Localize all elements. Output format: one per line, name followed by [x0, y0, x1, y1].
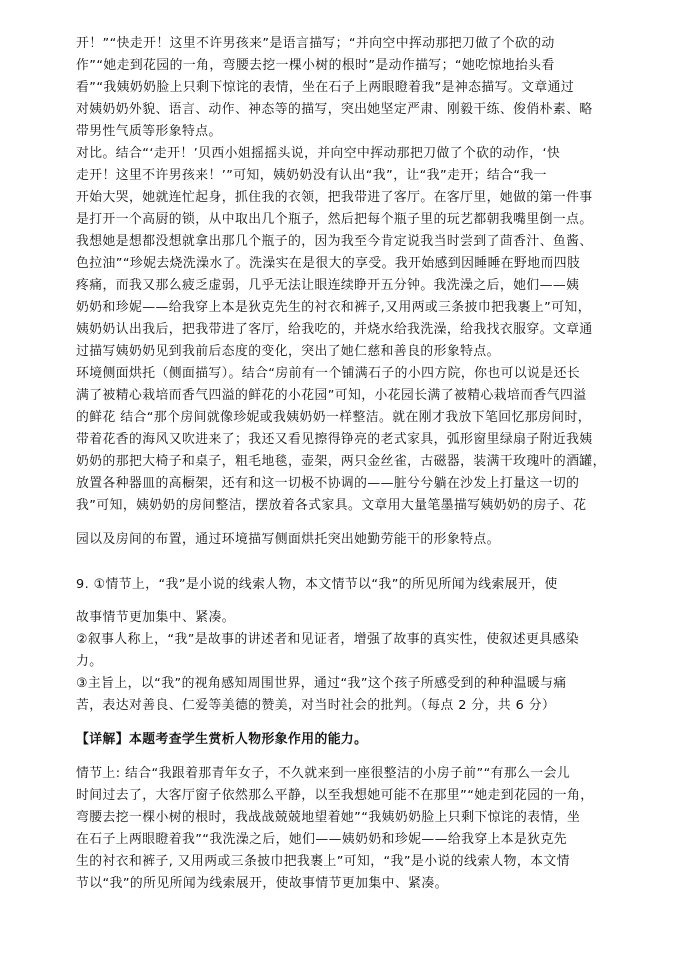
text-line: 是打开一个高厨的锁，从中取出几个瓶子，然后把每个瓶子里的玩艺都朝我嘴里倒一点。 — [76, 212, 593, 227]
text-line: 姨奶奶认出我后，把我带进了客厅，给我吃的，并烧水给我洗澡，给我找衣服穿。文章通 — [76, 322, 593, 337]
text-line: ②叙事人称上，“我”是故事的讲述者和见证者，增强了故事的真实性，使叙述更具感染 — [76, 632, 579, 647]
text-line: 放置各种器皿的高橱架，还有和这一切极不协调的——脏兮兮躺在沙发上打量这一切的 — [76, 476, 580, 491]
text-line: 走开！这里不许男孩来！’”可知，姨奶奶没有认出“我”，让“我”走开；结合“我一 — [76, 168, 547, 183]
text-line: 作”“她走到花园的一角，弯腰去挖一棵小树的根时”是动作描写；“她吃惊地抬头看 — [76, 58, 555, 73]
text-line: 看”“我姨奶奶脸上只剩下惊诧的表情，坐在石子上两眼瞪着我”是神态描写。文章通过 — [76, 80, 575, 95]
text-line: 我”可知，姨奶奶的房间整洁，摆放着各式家具。文章用大量笔墨描写姨奶奶的房子、花 — [76, 498, 587, 513]
text-line: 满了被精心栽培而香气四溢的鲜花的小花园”可知，小花园长满了被精心栽培而香气四溢 — [76, 388, 587, 403]
text-line: 开！”“快走开！这里不许男孩来”是语言描写；“并向空中挥动那把刀做了个砍的动 — [76, 36, 555, 51]
text-line: 故事情节更加集中、紧凑。 — [76, 610, 235, 625]
text-line: 我想她是想都没想就拿出那几个瓶子的，因为我至今肯定说我当时尝到了茴香汁、鱼酱、 — [76, 234, 593, 249]
text-line: 情节上: 结合“我跟着那青年女子，不久就来到一座很整洁的小房子前”“有那么一会儿 — [76, 766, 571, 781]
text-line: 弯腰去挖一棵小树的根时，我战战兢兢地望着她”“我姨奶奶脸上只剩下惊诧的表情，坐 — [76, 810, 581, 825]
text-line: 奶奶的那把大椅子和桌子，粗毛地毯，壶架，两只金丝雀，古磁器，装满干玫瑰叶的酒罐， — [76, 454, 606, 469]
text-line: 时间过去了，大客厅窗子依然那么平静，以至我想她可能不在那里”“她走到花园的一角， — [76, 788, 594, 803]
text-line: 开始大哭，她就连忙起身，抓住我的衣领，把我带进了客厅。在客厅里，她做的第一件事 — [76, 190, 593, 205]
text-line: 9. ①情节上，“我”是小说的线索人物，本文情节以“我”的所见所闻为线索展开，使 — [76, 577, 558, 592]
text-line: 色拉油”“珍妮去烧洗澡水了。洗澡实在是很大的享受。我开始感到因睡睡在野地而四肢 — [76, 256, 581, 271]
text-line: 对姨奶奶外貌、语言、动作、神态等的描写，突出她坚定严肃、刚毅干练、俊俏朴素、略 — [76, 102, 593, 117]
text-line: 园以及房间的布置，通过环境描写侧面烘托突出她勤劳能干的形象特点。 — [76, 532, 500, 547]
text-line: 疼痛，而我又那么疲乏虚弱，几乎无法让眼连续睁开五分钟。我洗澡之后，她们——姨 — [76, 278, 580, 293]
text-line: 节以“我”的所见所闻为线索展开，使故事情节更加集中、紧凑。 — [76, 876, 448, 891]
text-line: 力。 — [76, 654, 103, 669]
text-line: 带男性气质等形象特点。 — [76, 124, 222, 139]
text-line: 对比。结合“‘走开！’贝西小姐摇摇头说，并向空中挥动那把刀做了个砍的动作，‘快 — [76, 146, 561, 161]
text-line: 环境侧面烘托（侧面描写）。结合“房前有一个铺满石子的小四方院，你也可以说是还长 — [76, 366, 581, 381]
text-line: 过描写姨奶奶见到我前后态度的变化，突出了她仁慈和善良的形象特点。 — [76, 344, 500, 359]
text-line: 带着花香的海风又吹进来了；我还又看见擦得铮亮的老式家具，弧形窗里绿扇子附近我姨 — [76, 432, 593, 447]
text-line: 奶奶和珍妮——给我穿上本是狄克先生的衬衣和裤子,又用两或三条披巾把我裹上”可知， — [76, 300, 591, 315]
text-line: ③主旨上，以“我”的视角感知周围世界，通过“我”这个孩子所感受到的种种温暖与痛 — [76, 676, 567, 691]
text-line: 的鲜花 结合“那个房间就像珍妮或我姨奶奶一样整洁。就在刚才我放下笔回忆那房间时， — [76, 410, 591, 425]
text-line: 生的衬衣和裤子, 又用两或三条披巾把我裹上”可知，“我”是小说的线索人物，本文情 — [76, 854, 570, 869]
text-line: 苦，表达对善良、仁爱等美德的赞美，对当时社会的批判。（每点 2 分，共 6 分） — [76, 698, 556, 713]
text-line: 在石子上两眼瞪着我”“我洗澡之后，她们——姨奶奶和珍妮——给我穿上本是狄克先 — [76, 832, 568, 847]
detail-heading: 【详解】本题考查学生赏析人物形象作用的能力。 — [76, 732, 368, 747]
